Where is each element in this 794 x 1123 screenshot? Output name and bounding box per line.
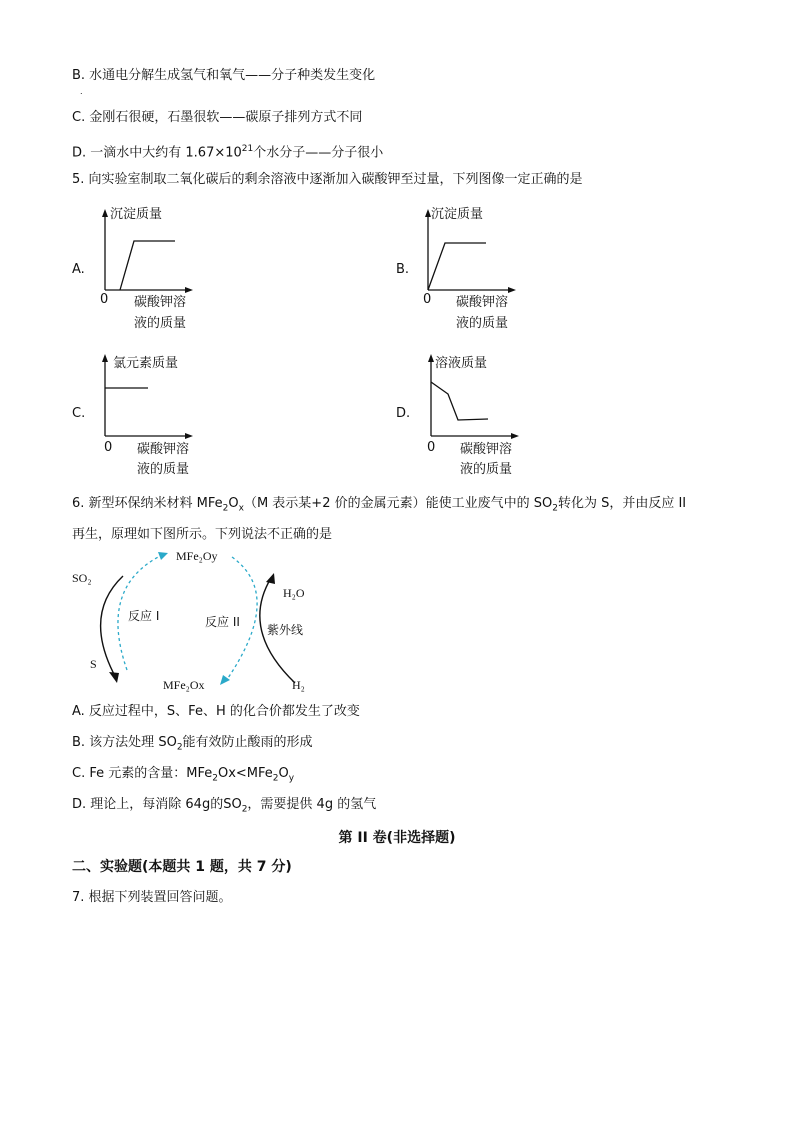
arrow-to-h2o-icon	[266, 573, 275, 584]
section-heading: 二、实验题(本题共 1 题，共 7 分)	[72, 859, 292, 875]
q6-option-c-mid: Ox<MFe	[217, 766, 273, 781]
diagram-label-reaction-1: 反应 I	[128, 609, 160, 623]
graph-a-x-label-1: 碳酸钾溶	[134, 295, 187, 310]
q6-stem-text-b: O	[228, 496, 239, 511]
graph-a-y-label: 沉淀质量	[110, 207, 163, 222]
graph-b-x-label-2: 液的质量	[456, 316, 509, 331]
q4-option-b: B. 水通电分解生成氢气和氧气——分子种类发生变化	[72, 68, 376, 83]
diagram-label-h2o: H₂O	[283, 586, 305, 600]
graph-c-origin: 0	[104, 440, 113, 455]
q6-option-c	[72, 765, 294, 788]
q6-stem-sub-c: 2	[552, 503, 558, 514]
diagram-label-bottom: MFe₂Ox	[163, 678, 205, 692]
graph-d-curve	[431, 382, 488, 420]
graph-b-letter: B.	[396, 262, 410, 277]
q6-option-b	[72, 734, 313, 757]
graph-d-origin: 0	[427, 440, 436, 455]
q6-option-b-tail: 能有效防止酸雨的形成	[182, 735, 313, 750]
q6-option-d-tail: ，需要提供 4g 的氢气	[247, 797, 377, 812]
graph-b-origin: 0	[423, 292, 432, 307]
graph-b-y-label: 沉淀质量	[431, 207, 484, 222]
graph-c-x-label-2: 液的质量	[137, 462, 190, 477]
q6-option-a: A. 反应过程中，S、Fe、H 的化合价都发生了改变	[72, 704, 360, 719]
q6-stem-text-d: 转化为 S，并由反应 II	[557, 496, 687, 511]
arrow-to-s-icon	[109, 672, 119, 683]
q4-option-d-exponent: 21	[241, 144, 254, 154]
q6-stem-line-2: 再生，原理如下图所示。下列说法不正确的是	[72, 527, 333, 542]
q6-option-d-text: D. 理论上，每消除 64g的SO	[72, 797, 242, 812]
graph-a-origin: 0	[100, 292, 109, 307]
graph-d-letter: D.	[396, 406, 411, 421]
q6-stem-line-1	[72, 495, 686, 518]
graph-a-curve	[120, 241, 175, 290]
dashed-arrow-up-icon	[158, 552, 168, 560]
q4-option-d-tail: 个水分子——分子很小	[253, 145, 384, 161]
graph-d-x-arrow	[511, 433, 519, 439]
q6-option-c-sub-1: 2	[212, 773, 218, 784]
diagram-label-top: MFe₂Oy	[176, 549, 218, 563]
graph-c-x-arrow	[185, 433, 193, 439]
graph-d-x-label-1: 碳酸钾溶	[460, 442, 513, 457]
q6-option-d	[72, 796, 376, 819]
q6-option-c-sub-2: 2	[272, 773, 279, 784]
q6-stem-text-c: （M 表示某+2 价的金属元素）能使工业废气中的 SO	[243, 496, 553, 511]
q6-stem-sub-b: x	[238, 503, 244, 514]
q5-stem: 5. 向实验室制取二氧化碳后的剩余溶液中逐渐加入碳酸钾至过量，下列图像一定正确的是	[72, 172, 583, 187]
graph-c-y-arrow	[102, 354, 108, 362]
q6-option-b-text: B. 该方法处理 SO	[72, 735, 177, 750]
diagram-label-h2: H₂	[292, 678, 305, 692]
q6-option-b-sub: 2	[176, 742, 183, 753]
graph-d-x-label-2: 液的质量	[460, 462, 513, 477]
bullet-dot: .	[80, 87, 83, 96]
q7-stem: 7. 根据下列装置回答问题。	[72, 890, 232, 905]
q6-stem-text-a: 6. 新型环保纳米材料 MFe	[72, 496, 223, 511]
q6-option-c-text: C. Fe 元素的含量：MFe	[72, 766, 213, 781]
diagram-label-reaction-2: 反应 II	[205, 615, 240, 629]
diagram-label-s: S	[90, 657, 97, 671]
q6-stem-sub-a: 2	[222, 503, 229, 514]
graph-a-x-label-2: 液的质量	[134, 316, 187, 331]
q6-option-d-sub: 2	[241, 804, 248, 815]
diagram-label-so2: SO₂	[72, 571, 92, 585]
graph-a-letter: A.	[72, 262, 85, 277]
volume-title: 第 II 卷(非选择题)	[338, 830, 456, 846]
q4-option-d-text: D. 一滴水中大约有 1.67×10	[72, 145, 242, 161]
diagram-label-uv: 紫外线	[267, 623, 304, 637]
graph-c-x-label-1: 碳酸钾溶	[137, 442, 190, 457]
graph-d-y-arrow	[428, 354, 434, 362]
graph-d-y-label: 溶液质量	[435, 356, 488, 371]
graph-c-y-label: 氯元素质量	[113, 356, 179, 371]
q6-option-c-sub-3: y	[288, 773, 295, 784]
q4-option-d	[72, 140, 383, 162]
graph-b-curve	[428, 243, 486, 290]
reaction-i-arc	[101, 576, 123, 678]
graph-b-x-arrow	[508, 287, 516, 293]
graph-a-x-arrow	[185, 287, 193, 293]
q4-option-c: C. 金刚石很硬，石墨很软——碳原子排列方式不同	[72, 110, 363, 125]
graph-c-letter: C.	[72, 406, 86, 421]
graph-b-x-label-1: 碳酸钾溶	[456, 295, 509, 310]
q6-option-c-o: O	[278, 766, 289, 781]
graph-a-y-arrow	[102, 209, 108, 217]
